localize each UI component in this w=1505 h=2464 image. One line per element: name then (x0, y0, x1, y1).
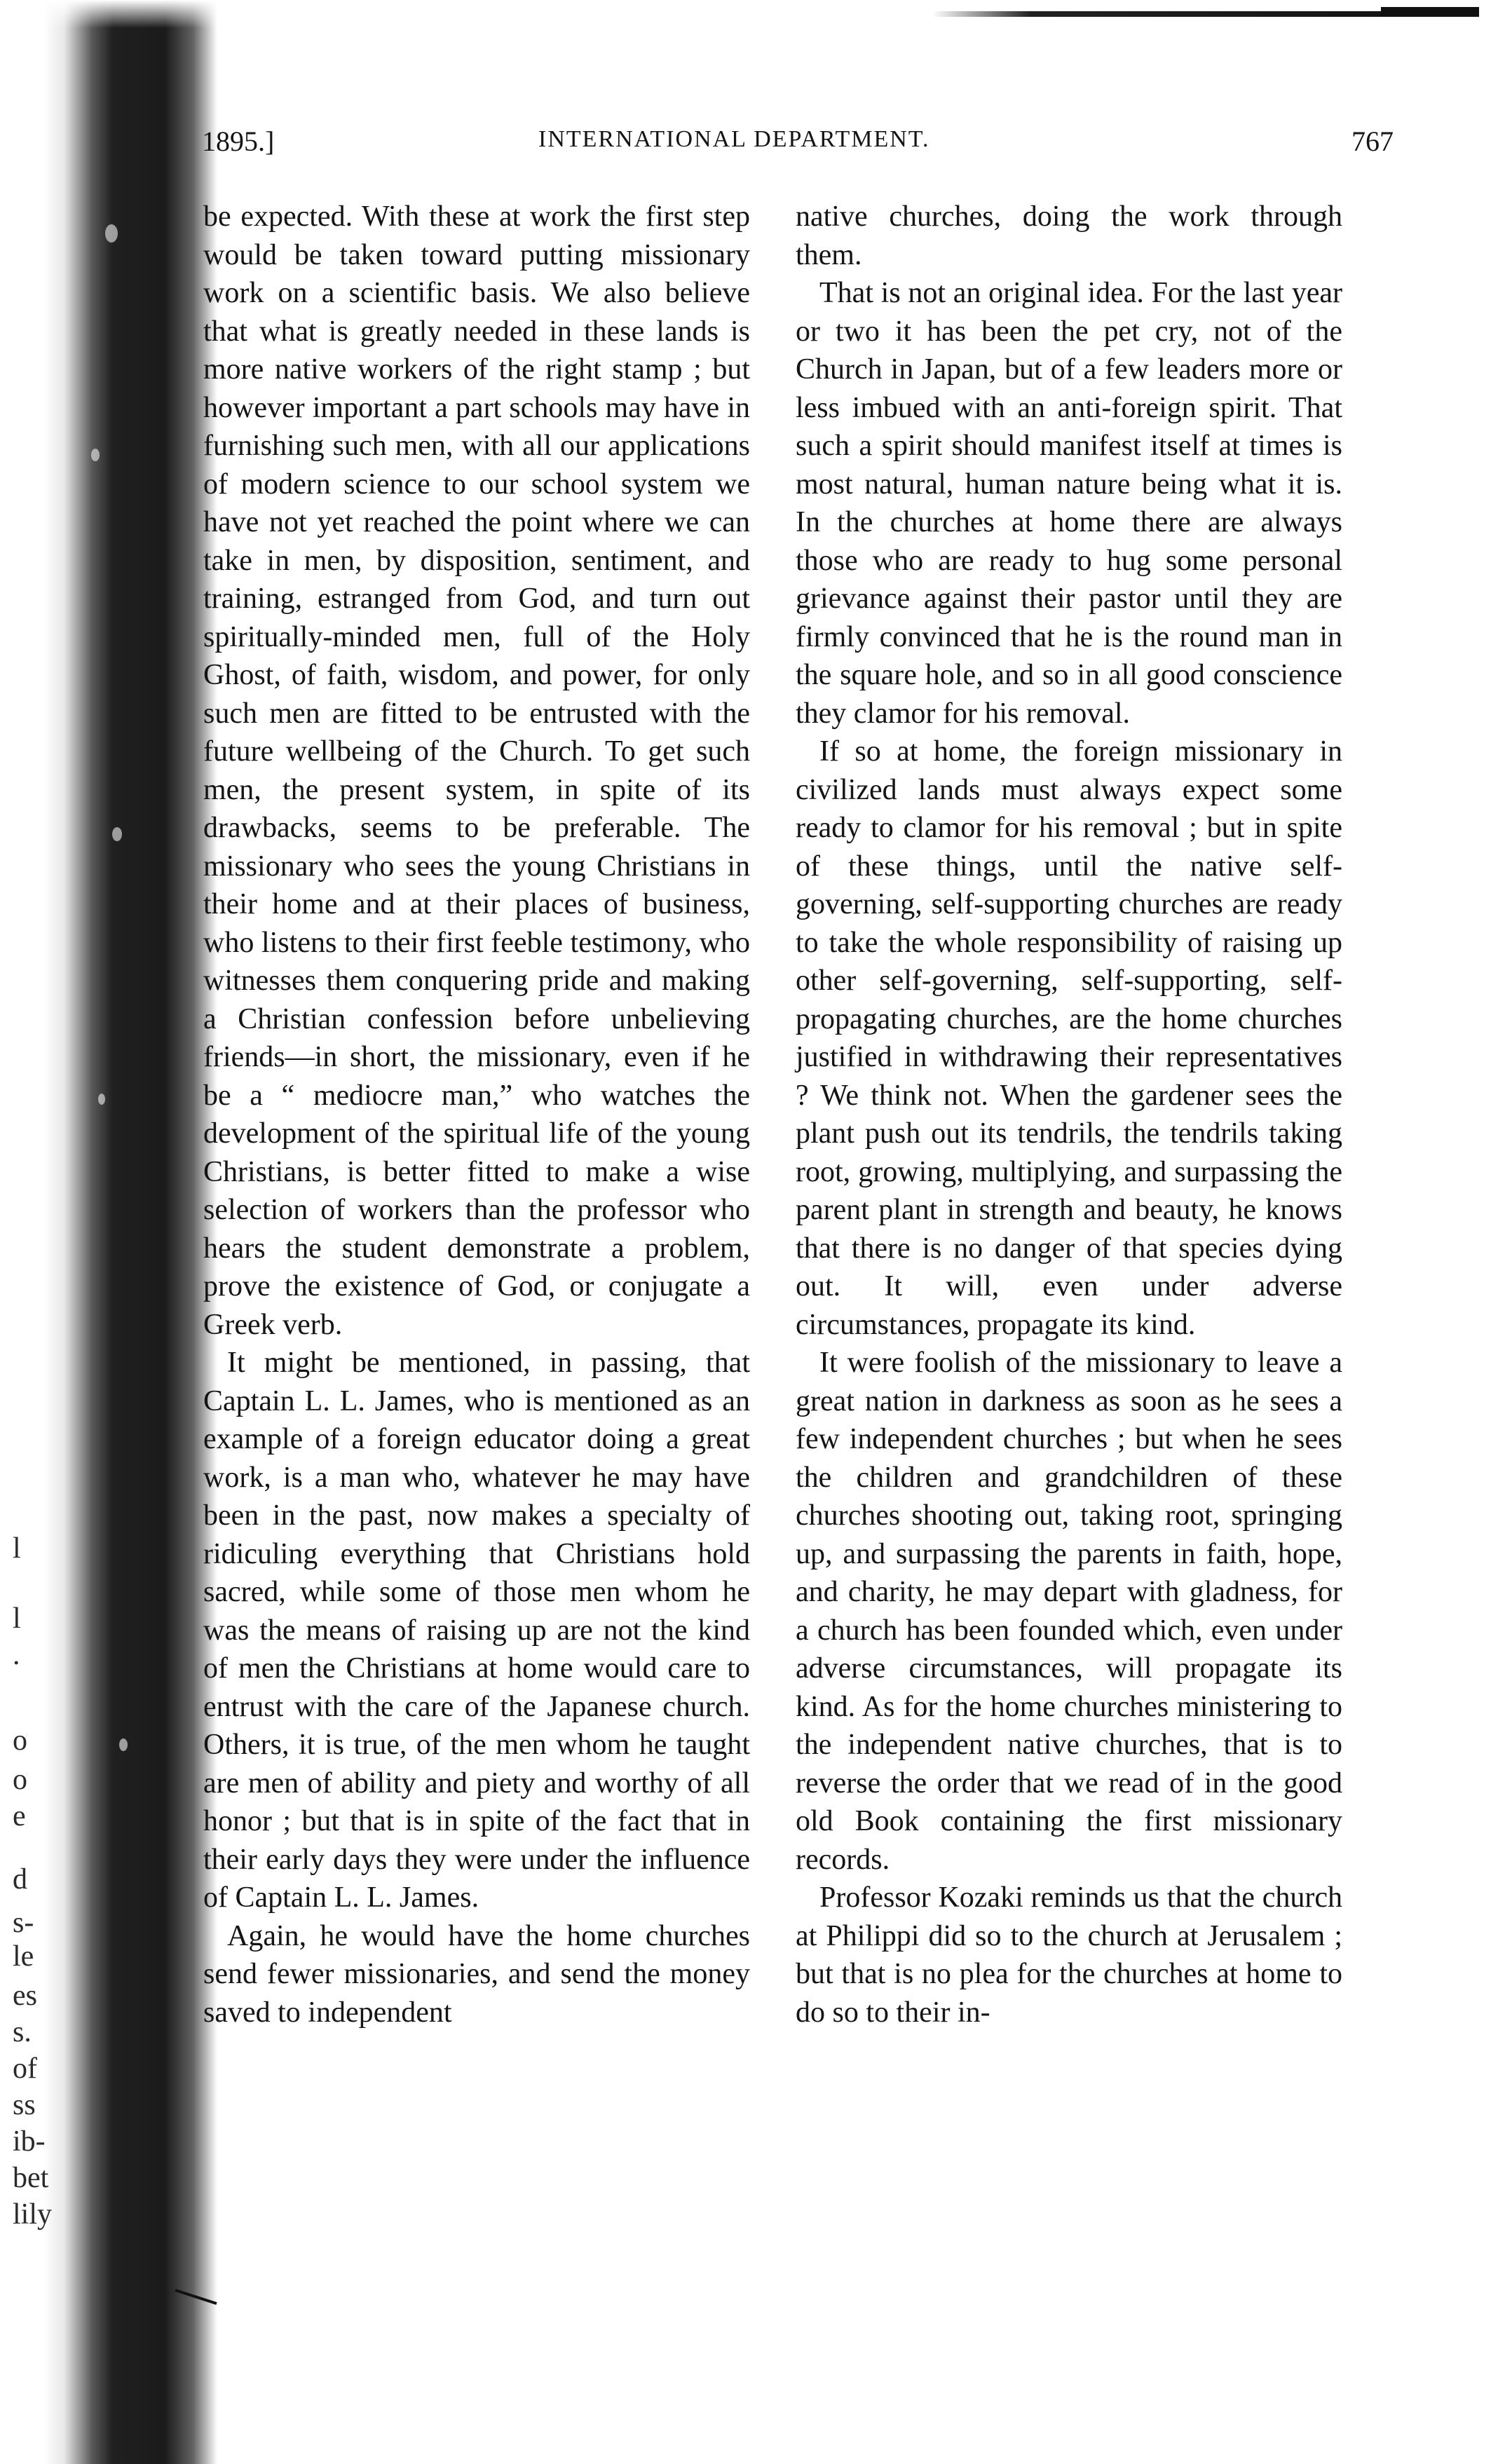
header-year: 1895.] (202, 125, 275, 157)
header-title: INTERNATIONAL DEPARTMENT. (538, 126, 930, 152)
margin-fragment: l (13, 1532, 21, 1565)
binding-shadow-fade (43, 0, 217, 28)
margin-fragment: bet (13, 2162, 49, 2194)
paragraph: be expected. With these at work the first step would be taken toward putting missionary work on a scientific basis. We also believe that what is greatly needed in these lands is more native workers of the right stamp ; but however important a part schools may have in furnishing such men, with all our applications of modern science to our school system we have not yet reached the point where we can take in men, by disposition, sentiment, and training, estranged from God, and turn out spiritually-minded men, full of the Holy Ghost, of faith, wisdom, and power, for only such men are fitted to be entrusted with the future wellbeing of the Church. To get such men, the present system, in spite of its drawbacks, seems to be preferable. The missionary who sees the young Christians in their home and at their places of business, who listens to their first feeble testimony, who witnesses them conquering pride and making a Christian confession before unbelieving friends—in short, the missionary, even if he be a “ mediocre man,” who watches the development of the spiritual life of the young Christians, is better fitted to make a wise selection of workers than the professor who hears the student demonstrate a problem, prove the existence of God, or conjugate a Greek verb. (203, 200, 750, 1341)
margin-fragment: ss (13, 2089, 36, 2121)
top-rule (932, 11, 1479, 17)
left-column (203, 198, 750, 2031)
paragraph: Again, he would have the home churches send fewer missionaries, and send the money saved to independent (203, 1919, 750, 2029)
page-number: 767 (1351, 125, 1394, 157)
running-header (202, 125, 1394, 167)
paragraph: native churches, doing the work through them. (796, 200, 1342, 271)
binding-speck (98, 1094, 105, 1105)
margin-fragment: lily (13, 2198, 53, 2231)
binding-speck (112, 827, 122, 841)
paragraph: It might be mentioned, in passing, that Captain L. L. James, who is mentioned as an example of a foreign educator doing a great work, is a man who, whatever he may have been in the past, now makes a specialty of ridiculing everything that Christians hold sacred, while some of those men whom he was the means of raising up are not the kind of men the Christians at home would care to entrust with the care of the Japanese church. Others, it is true, of the men whom he taught are men of ability and piety and worthy of all honor ; but that is in spite of the fact that in their early days they were under the influence of Captain L. L. James. (203, 1347, 750, 1914)
paragraph: It were foolish of the missionary to leave a great nation in darkness as soon as he sees a few independent churches ; but when he sees the children and grandchildren of these churches shooting out, taking root, springing up, and surpassing the parents in faith, hope, and charity, he may depart with gladness, for a church has been founded which, even under adverse circumstances, will propagate its kind. As for the home churches ministering to the independent native churches, that is to reverse the order that we read of in the good old Book containing the first missionary records. (796, 1347, 1342, 1876)
binding-speck (91, 449, 100, 461)
margin-fragment: s. (13, 2016, 32, 2048)
margin-fragment: e (13, 1800, 26, 1832)
margin-fragment: d (13, 1863, 27, 1895)
margin-fragment: le (13, 1940, 34, 1973)
margin-fragment: of (13, 2053, 37, 2085)
margin-fragment: ib- (13, 2125, 46, 2158)
margin-fragment: s- (13, 1907, 34, 1939)
margin-fragment: es (13, 1980, 37, 2012)
binding-speck (119, 1738, 128, 1751)
margin-fragment: o (13, 1764, 27, 1796)
margin-fragment: o (13, 1724, 27, 1757)
binding-speck (105, 224, 118, 243)
right-column (796, 198, 1342, 2031)
margin-fragment: l (13, 1602, 21, 1635)
paragraph: Professor Kozaki reminds us that the church at Philippi did so to the church at Jerusalem ; but that is no plea for the churches at home to do so to their in- (796, 1881, 1342, 2029)
margin-fragment: . (13, 1639, 20, 1671)
paragraph: That is not an original idea. For the last year or two it has been the pet cry, not of the Church in Japan, but of a few leaders more or less imbued with an anti-foreign spirit. That such a spirit should manifest itself at times is most natural, human nature being what it is. In the churches at home there are always those who are ready to hug some personal grievance against their pastor until they are firmly convinced that he is the round man in the square hole, and so in all good conscience they clamor for his removal. (796, 277, 1342, 730)
paragraph: If so at home, the foreign missionary in civilized lands must always expect some ready to clamor for his removal ; but in spite of these things, until the native self-governing, self-supporting churches are ready to take the whole responsibility of raising up other self-governing, self-supporting, self-propagating churches, are the home churches justified in withdrawing their representatives ? We think not. When the gardener sees the plant push out its tendrils, the tendrils taking root, growing, multiplying, and surpassing the parent plant in strength and beauty, he knows that there is no danger of that species dying out. It will, even under adverse circumstances, propagate its kind. (796, 735, 1342, 1341)
